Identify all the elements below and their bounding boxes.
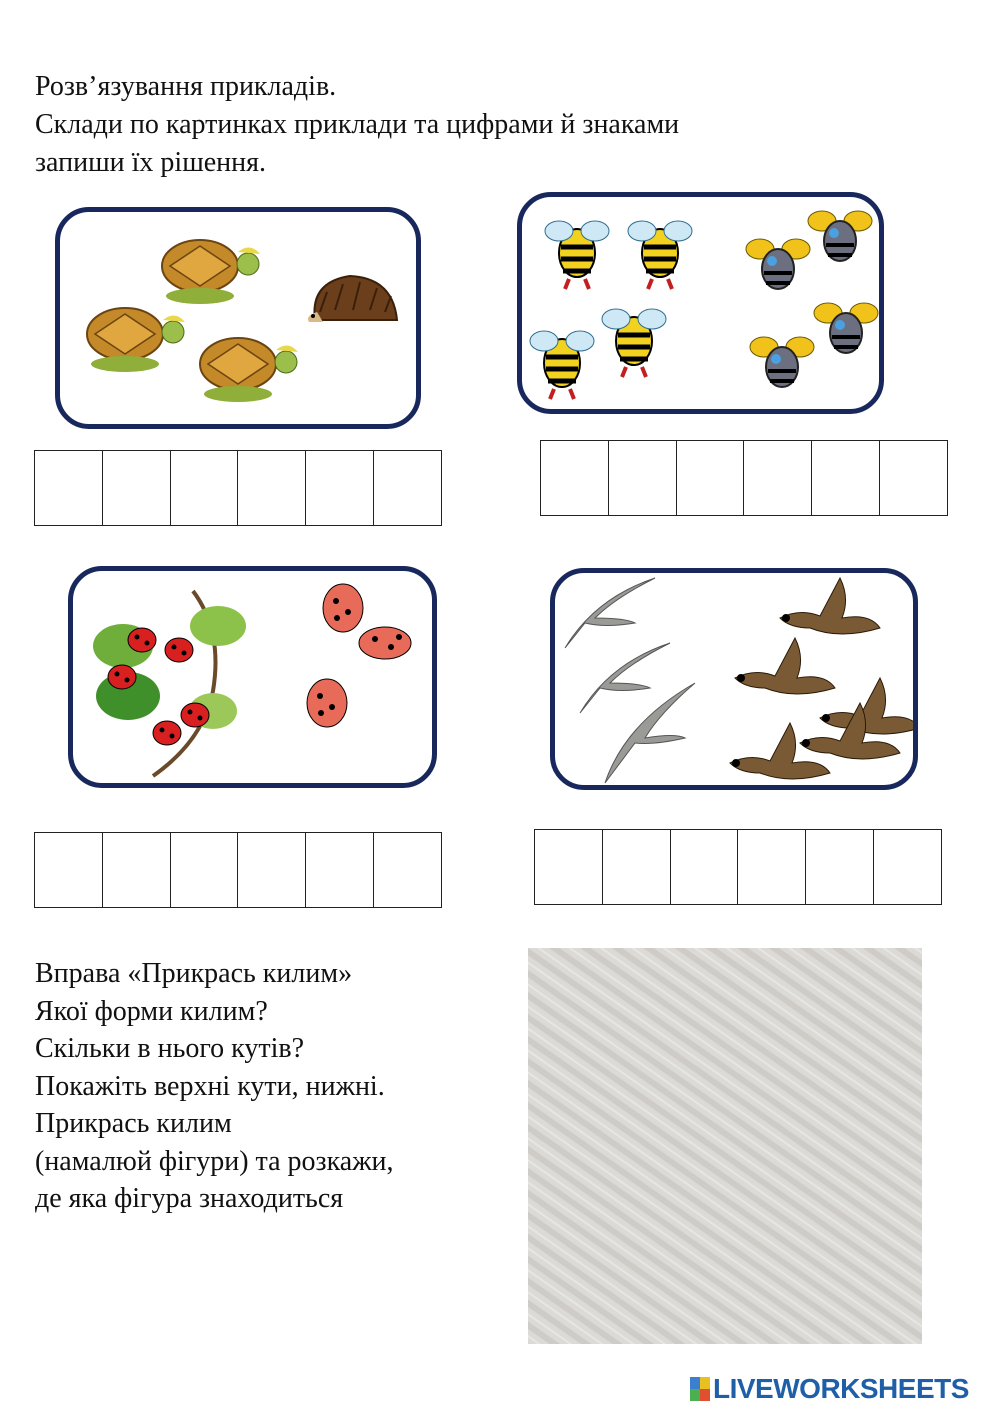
answer-cell[interactable]: [171, 451, 239, 525]
ladybug-icon: [359, 627, 411, 659]
hedgehog-icon: [308, 276, 397, 322]
fly-icon: [814, 303, 878, 353]
answer-cell[interactable]: [103, 451, 171, 525]
answer-cell[interactable]: [103, 833, 171, 907]
ladybug-icon: [165, 638, 193, 662]
answer-cell[interactable]: [677, 441, 745, 515]
answer-cell[interactable]: [812, 441, 880, 515]
ladybug-icon: [108, 665, 136, 689]
goose-icon: [780, 578, 880, 634]
liveworksheets-logo: [690, 1373, 969, 1405]
answer-cell[interactable]: [671, 830, 739, 904]
seagull-icon: [605, 683, 695, 783]
answer-cell[interactable]: [535, 830, 603, 904]
ladybug-icon: [128, 628, 156, 652]
exercise-line: де яка фігура знаходиться: [35, 1183, 344, 1214]
instruction-line: Розв’язування прикладів.: [35, 71, 337, 102]
instruction-line: Склади по картинках приклади та цифрами й знаками: [35, 109, 680, 140]
logo-mark-icon: [690, 1377, 710, 1401]
seagull-icon: [580, 643, 670, 713]
instruction-line: запиши їх рішення.: [35, 147, 267, 178]
answer-cell[interactable]: [238, 833, 306, 907]
answer-boxes-row[interactable]: [540, 440, 948, 516]
picture-panel-ladybugs: [68, 566, 437, 788]
answer-cell[interactable]: [541, 441, 609, 515]
answer-cell[interactable]: [374, 833, 441, 907]
seagull-icon: [565, 578, 655, 648]
bee-icon: [530, 331, 594, 399]
bee-icon: [602, 309, 666, 377]
exercise-line: Покажіть верхні кути, нижні.: [35, 1070, 385, 1102]
picture-panel-bees: [517, 192, 884, 414]
answer-boxes-row[interactable]: [34, 450, 442, 526]
answer-cell[interactable]: [306, 451, 374, 525]
fly-icon: [808, 211, 872, 261]
goose-icon: [735, 638, 835, 694]
answer-boxes-row[interactable]: [534, 829, 942, 905]
answer-cell[interactable]: [874, 830, 941, 904]
fly-icon: [750, 337, 814, 387]
answer-cell[interactable]: [374, 451, 441, 525]
answer-cell[interactable]: [806, 830, 874, 904]
turtle-icon: [162, 240, 260, 304]
ladybug-icon: [181, 703, 209, 727]
ladybug-icon: [307, 679, 347, 727]
answer-cell[interactable]: [238, 451, 306, 525]
answer-cell[interactable]: [171, 833, 239, 907]
fly-icon: [746, 239, 810, 289]
bee-icon: [628, 221, 692, 289]
answer-boxes-row[interactable]: [34, 832, 442, 908]
carpet-exercise-text: [35, 955, 394, 1218]
instructions: [35, 68, 679, 182]
picture-panel-birds: [550, 568, 918, 790]
answer-cell[interactable]: [35, 833, 103, 907]
answer-cell[interactable]: [609, 441, 677, 515]
ladybug-icon: [153, 721, 181, 745]
answer-cell[interactable]: [35, 451, 103, 525]
exercise-line: Вправа «Прикрась килим»: [35, 958, 353, 989]
bee-icon: [545, 221, 609, 289]
turtle-icon: [200, 338, 298, 402]
exercise-line: Прикрась килим: [35, 1108, 232, 1139]
answer-cell[interactable]: [744, 441, 812, 515]
answer-cell[interactable]: [738, 830, 806, 904]
logo-text: LIVEWORKSHEETS: [713, 1373, 969, 1404]
exercise-line: Якої форми килим?: [35, 995, 268, 1027]
carpet-drawing-area[interactable]: [528, 948, 922, 1344]
exercise-line: (намалюй фігури) та розкажи,: [35, 1145, 394, 1177]
picture-panel-turtles: [55, 207, 421, 429]
ladybug-icon: [323, 584, 363, 632]
turtle-icon: [87, 308, 185, 372]
answer-cell[interactable]: [306, 833, 374, 907]
answer-cell[interactable]: [880, 441, 947, 515]
answer-cell[interactable]: [603, 830, 671, 904]
exercise-line: Скільки в нього кутів?: [35, 1033, 305, 1064]
